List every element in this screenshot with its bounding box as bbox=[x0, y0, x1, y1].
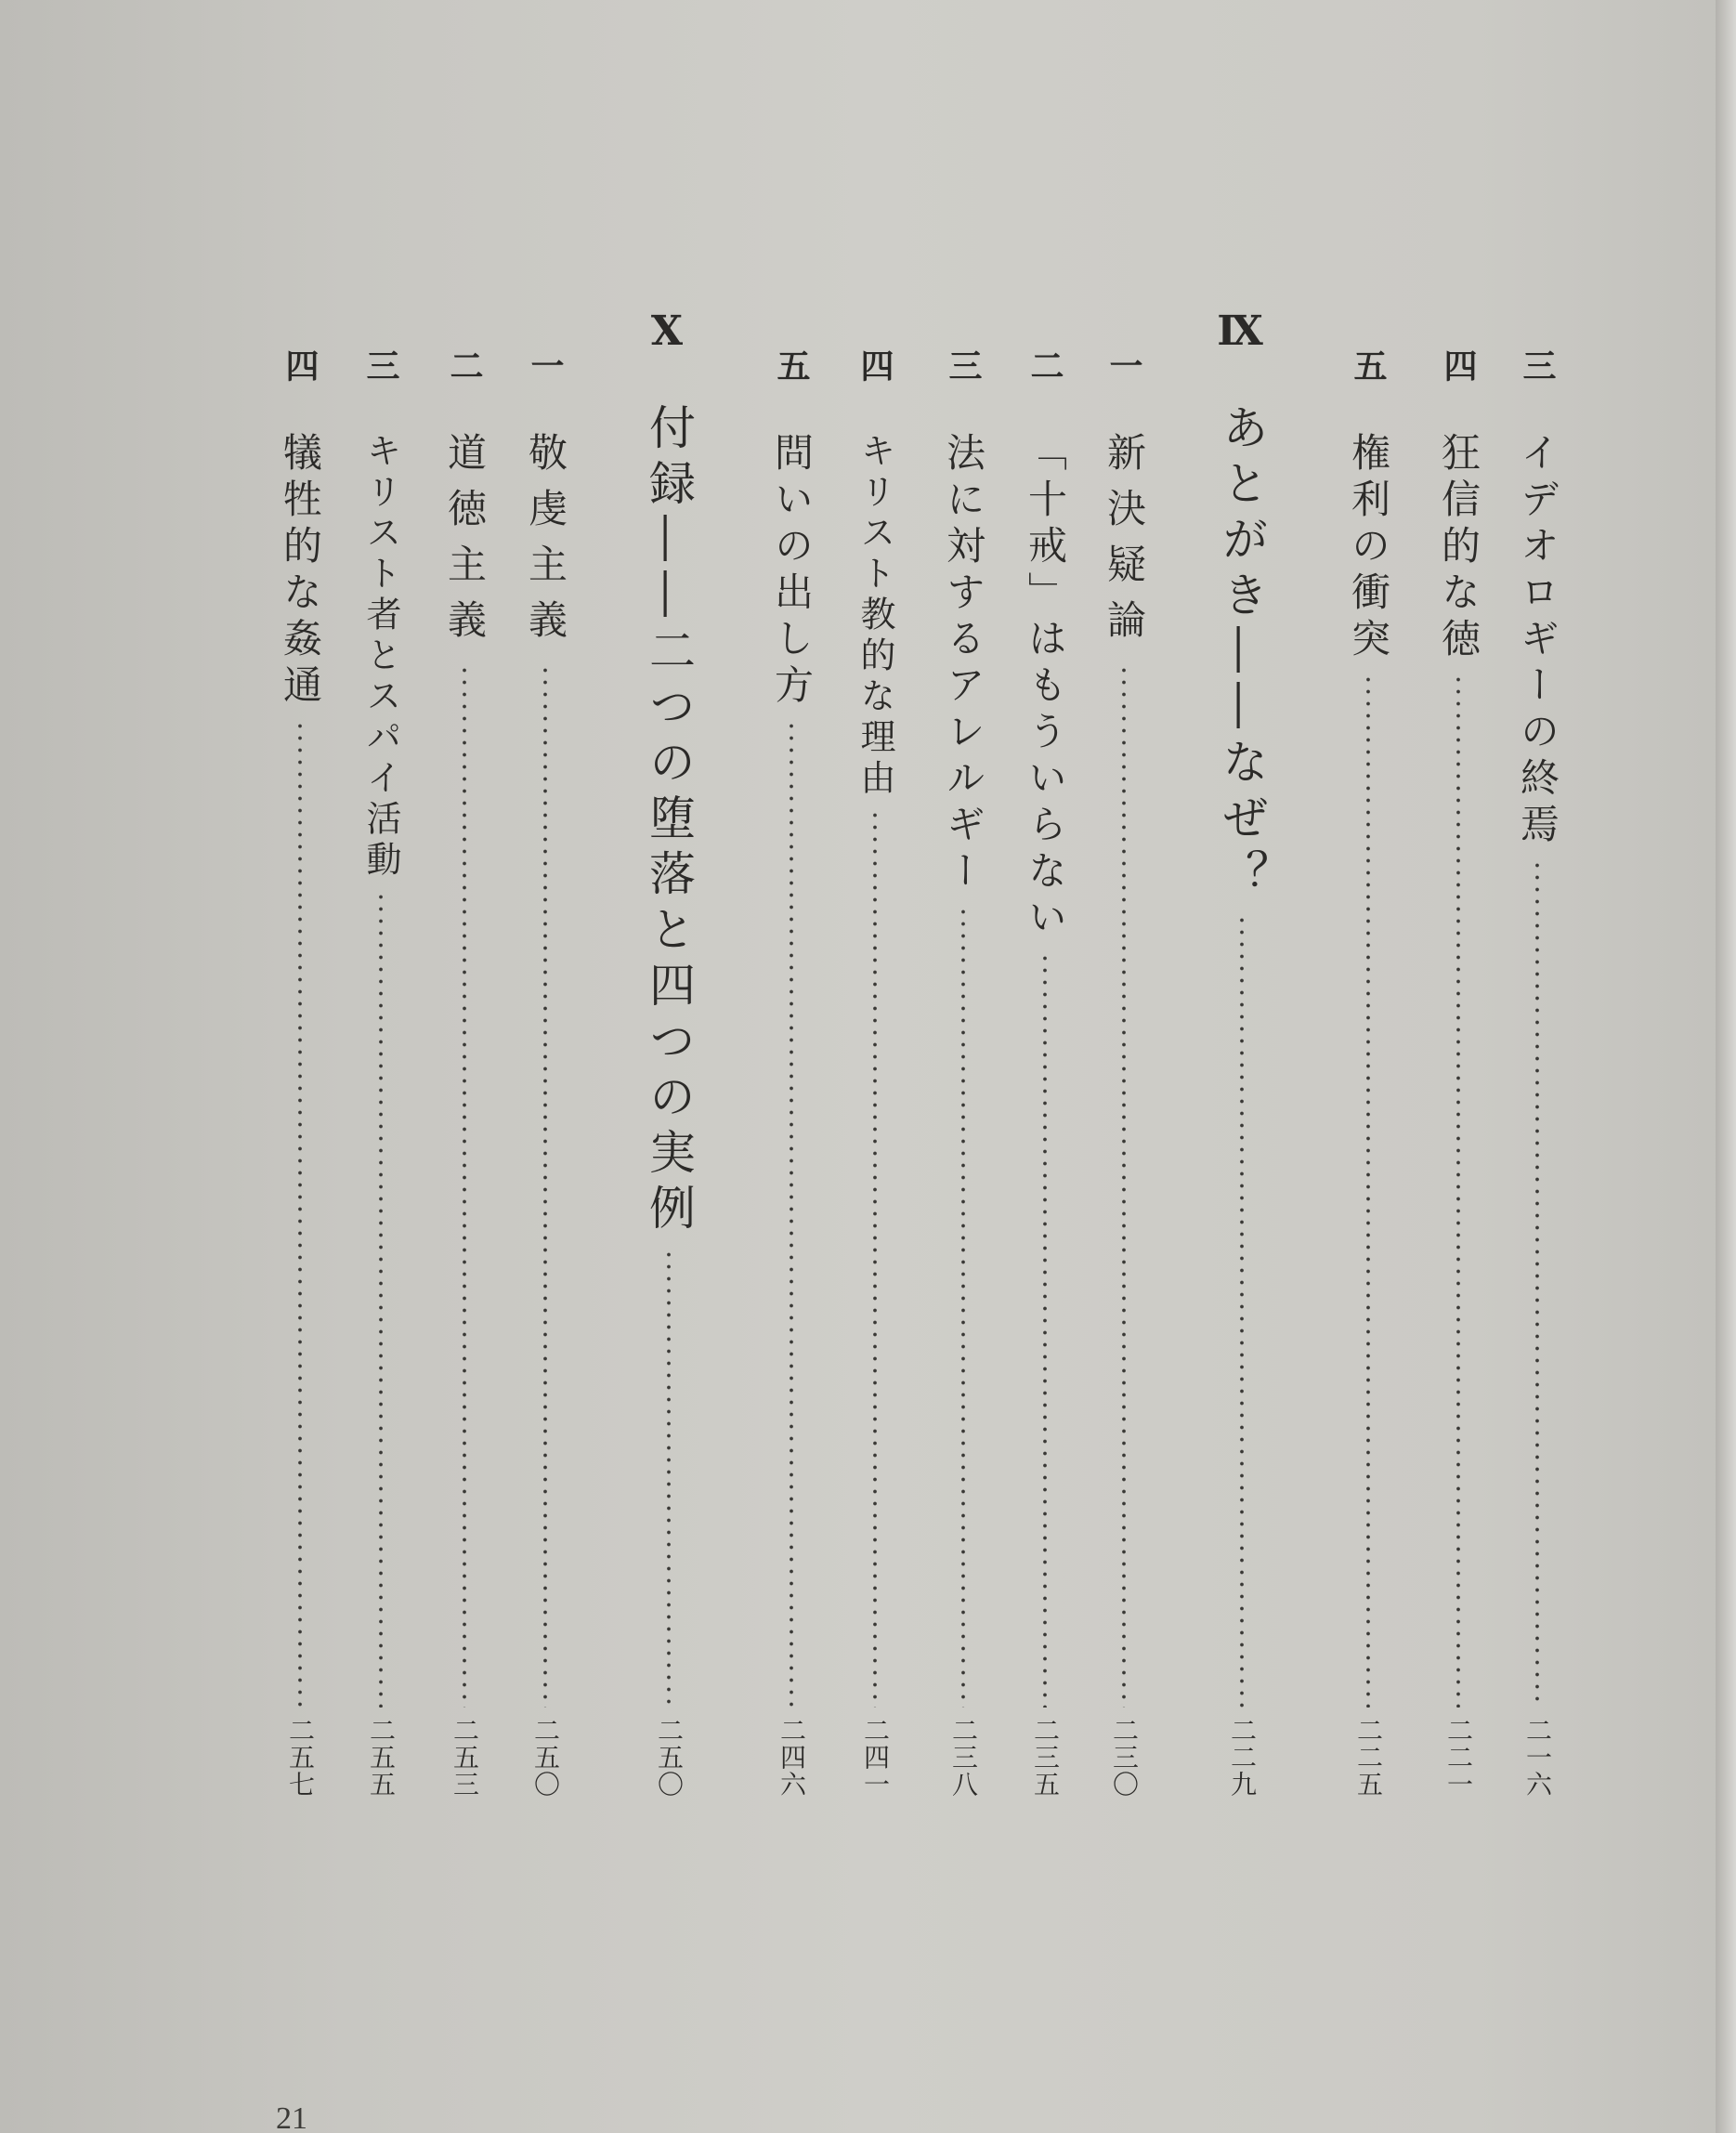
section-number: 三 bbox=[361, 348, 400, 386]
dot-leader bbox=[1365, 674, 1371, 1708]
page-number: 二二一 bbox=[1443, 1717, 1474, 1798]
dot-leader bbox=[1239, 914, 1245, 1708]
section-title: 犠牲的な姦通 bbox=[278, 432, 323, 711]
section-number: 二 bbox=[1025, 348, 1064, 386]
toc-entry bbox=[353, 348, 409, 1798]
toc-entry bbox=[1430, 348, 1486, 1798]
section-title: 「十戒」はもういらない bbox=[1023, 432, 1068, 943]
chapter-title: あとがき――なぜ？ bbox=[1215, 403, 1269, 905]
dot-leader bbox=[378, 891, 384, 1708]
dot-leader bbox=[297, 720, 303, 1708]
page-number: 二三〇 bbox=[1109, 1717, 1140, 1798]
section-title: 狂信的な徳 bbox=[1436, 432, 1481, 664]
dot-leader bbox=[1455, 674, 1461, 1708]
dot-leader bbox=[960, 906, 966, 1708]
page-number: 二五〇 bbox=[654, 1717, 685, 1798]
section-number: 一 bbox=[526, 348, 565, 386]
section-number: 四 bbox=[855, 348, 894, 386]
folio-page-number: 21 bbox=[276, 2101, 307, 2133]
toc-entry bbox=[847, 348, 903, 1798]
dot-leader bbox=[1121, 664, 1127, 1708]
section-title: イデオロギーの終焉 bbox=[1515, 432, 1560, 850]
section-title: 敬虔主義 bbox=[523, 432, 568, 655]
section-title: 問いの出し方 bbox=[769, 432, 815, 711]
page-number: 二三八 bbox=[948, 1717, 979, 1798]
section-number: 二 bbox=[445, 348, 484, 386]
dot-leader bbox=[542, 664, 548, 1708]
page-number: 二五〇 bbox=[530, 1717, 561, 1798]
dot-leader bbox=[1042, 952, 1048, 1708]
section-number: 三 bbox=[944, 348, 983, 386]
section-number: 四 bbox=[281, 348, 320, 386]
dot-leader bbox=[1534, 859, 1540, 1708]
toc-entry bbox=[935, 348, 991, 1798]
dot-leader bbox=[872, 809, 878, 1708]
section-title: 権利の衝突 bbox=[1346, 432, 1391, 664]
toc-entry bbox=[437, 348, 492, 1798]
section-title: 新決疑論 bbox=[1102, 432, 1147, 655]
page-number: 二一六 bbox=[1522, 1717, 1553, 1798]
toc-chapter-entry bbox=[641, 308, 697, 1798]
toc-entry bbox=[517, 348, 573, 1798]
chapter-title: 付録――二つの堕落と四つの実例 bbox=[642, 403, 696, 1239]
page-edge bbox=[1716, 0, 1736, 2133]
section-title: キリスト者とスパイ活動 bbox=[360, 432, 401, 882]
page-number: 二二九 bbox=[1227, 1717, 1258, 1798]
toc-entry bbox=[1096, 348, 1152, 1798]
toc-entry bbox=[764, 348, 819, 1798]
toc-chapter-entry bbox=[1214, 308, 1270, 1798]
page-number: 二五七 bbox=[285, 1717, 316, 1798]
section-title: 法に対するアレルギー bbox=[941, 432, 986, 896]
chapter-number: Ⅹ bbox=[650, 308, 687, 355]
dot-leader bbox=[462, 664, 467, 1708]
toc-entry bbox=[1509, 348, 1565, 1798]
toc-entry bbox=[1340, 348, 1396, 1798]
dot-leader bbox=[789, 720, 794, 1708]
page-number: 二五五 bbox=[366, 1717, 397, 1798]
section-title: キリスト教的な理由 bbox=[855, 432, 895, 800]
page-number: 二四六 bbox=[777, 1717, 807, 1798]
section-number: 五 bbox=[772, 348, 811, 386]
page-number: 二五三 bbox=[450, 1717, 480, 1798]
section-title: 道徳主義 bbox=[442, 432, 488, 655]
page-number: 二三五 bbox=[1030, 1717, 1061, 1798]
toc-entry bbox=[1017, 348, 1073, 1798]
chapter-number: Ⅸ bbox=[1217, 308, 1267, 355]
section-number: 五 bbox=[1349, 348, 1388, 386]
dot-leader bbox=[666, 1249, 672, 1708]
section-number: 一 bbox=[1104, 348, 1143, 386]
page-number: 二四一 bbox=[860, 1717, 891, 1798]
section-number: 四 bbox=[1439, 348, 1478, 386]
toc-entry bbox=[272, 348, 328, 1798]
section-number: 三 bbox=[1518, 348, 1557, 386]
page-number: 二二五 bbox=[1353, 1717, 1384, 1798]
